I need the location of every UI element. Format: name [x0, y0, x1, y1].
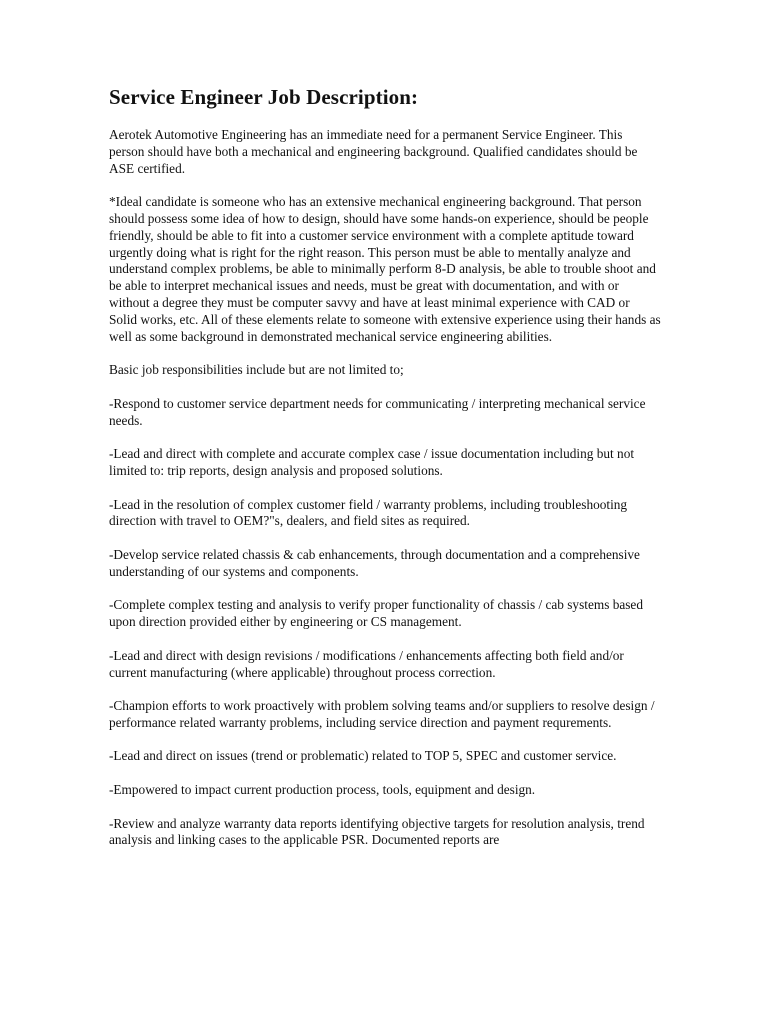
responsibility-item: -Lead and direct with complete and accurate complex case / issue documentation including but not limited to: trip reports, design analysis and proposed solutions. [109, 446, 635, 478]
responsibility-item: -Lead and direct on issues (trend or problematic) related to TOP 5, SPEC and customer service. [109, 748, 617, 764]
responsibility-item: -Champion efforts to work proactively with problem solving teams and/or suppliers to resolve design / performance related warranty problems, including service direction and payment requrements. [109, 698, 655, 730]
intro-paragraph: Aerotek Automotive Engineering has an immediate need for a permanent Service Engineer. This person should have both a mechanical and engineering background. Qualified candidates should be ASE certified. [109, 127, 638, 176]
responsibility-item: -Lead and direct with design revisions / modifications / enhancements affecting both field and/or current manufacturing (where applicable) throughout process correction. [109, 647, 624, 680]
ideal-candidate-paragraph: *Ideal candidate is someone who has an extensive mechanical engineering background. That person should possess some idea of how to design, should have some hands-on experience, should be people friendly, should be able to fit into a customer service environment with a complete aptitude toward urgently doing what is right for the right reason. This person must be able to mentally analyze and understand complex problems, be able to minimally perform 8-D analysis, be able to trouble shoot and be able to interpret mechanical issues and needs, must be great with documentation, and with or without a degree they must be computer savvy and have at least minimal experience with CAD or Solid works, etc. All of these elements relate to someone with extensive experience using their hands as well as some background in demonstrated mechanical service engineering abilities. [109, 194, 661, 344]
responsibility-item: -Lead in the resolution of complex customer field / warranty problems, including troubleshooting direction with travel to OEM?"s, dealers, and field sites as required. [109, 496, 628, 529]
responsibility-item: -Empowered to impact current production process, tools, equipment and design. [109, 782, 536, 798]
responsibility-item: -Develop service related chassis & cab enhancements, through documentation and a comprehensive understanding of our systems and components. [109, 546, 640, 579]
responsibility-item: -Respond to customer service department needs for communicating / interpreting mechanical service needs. [109, 395, 646, 428]
responsibility-item: -Review and analyze warranty data reports identifying objective targets for resolution analysis, trend analysis and linking cases to the applicable PSR. Documented reports are [109, 815, 645, 848]
document-page [109, 84, 661, 866]
page-title: Service Engineer Job Description: [109, 85, 419, 109]
responsibilities-intro: Basic job responsibilities include but are not limited to; [109, 362, 404, 378]
responsibility-item: -Complete complex testing and analysis to verify proper functionality of chassis / cab systems based upon direction provided either by engineering or CS management. [109, 597, 643, 630]
